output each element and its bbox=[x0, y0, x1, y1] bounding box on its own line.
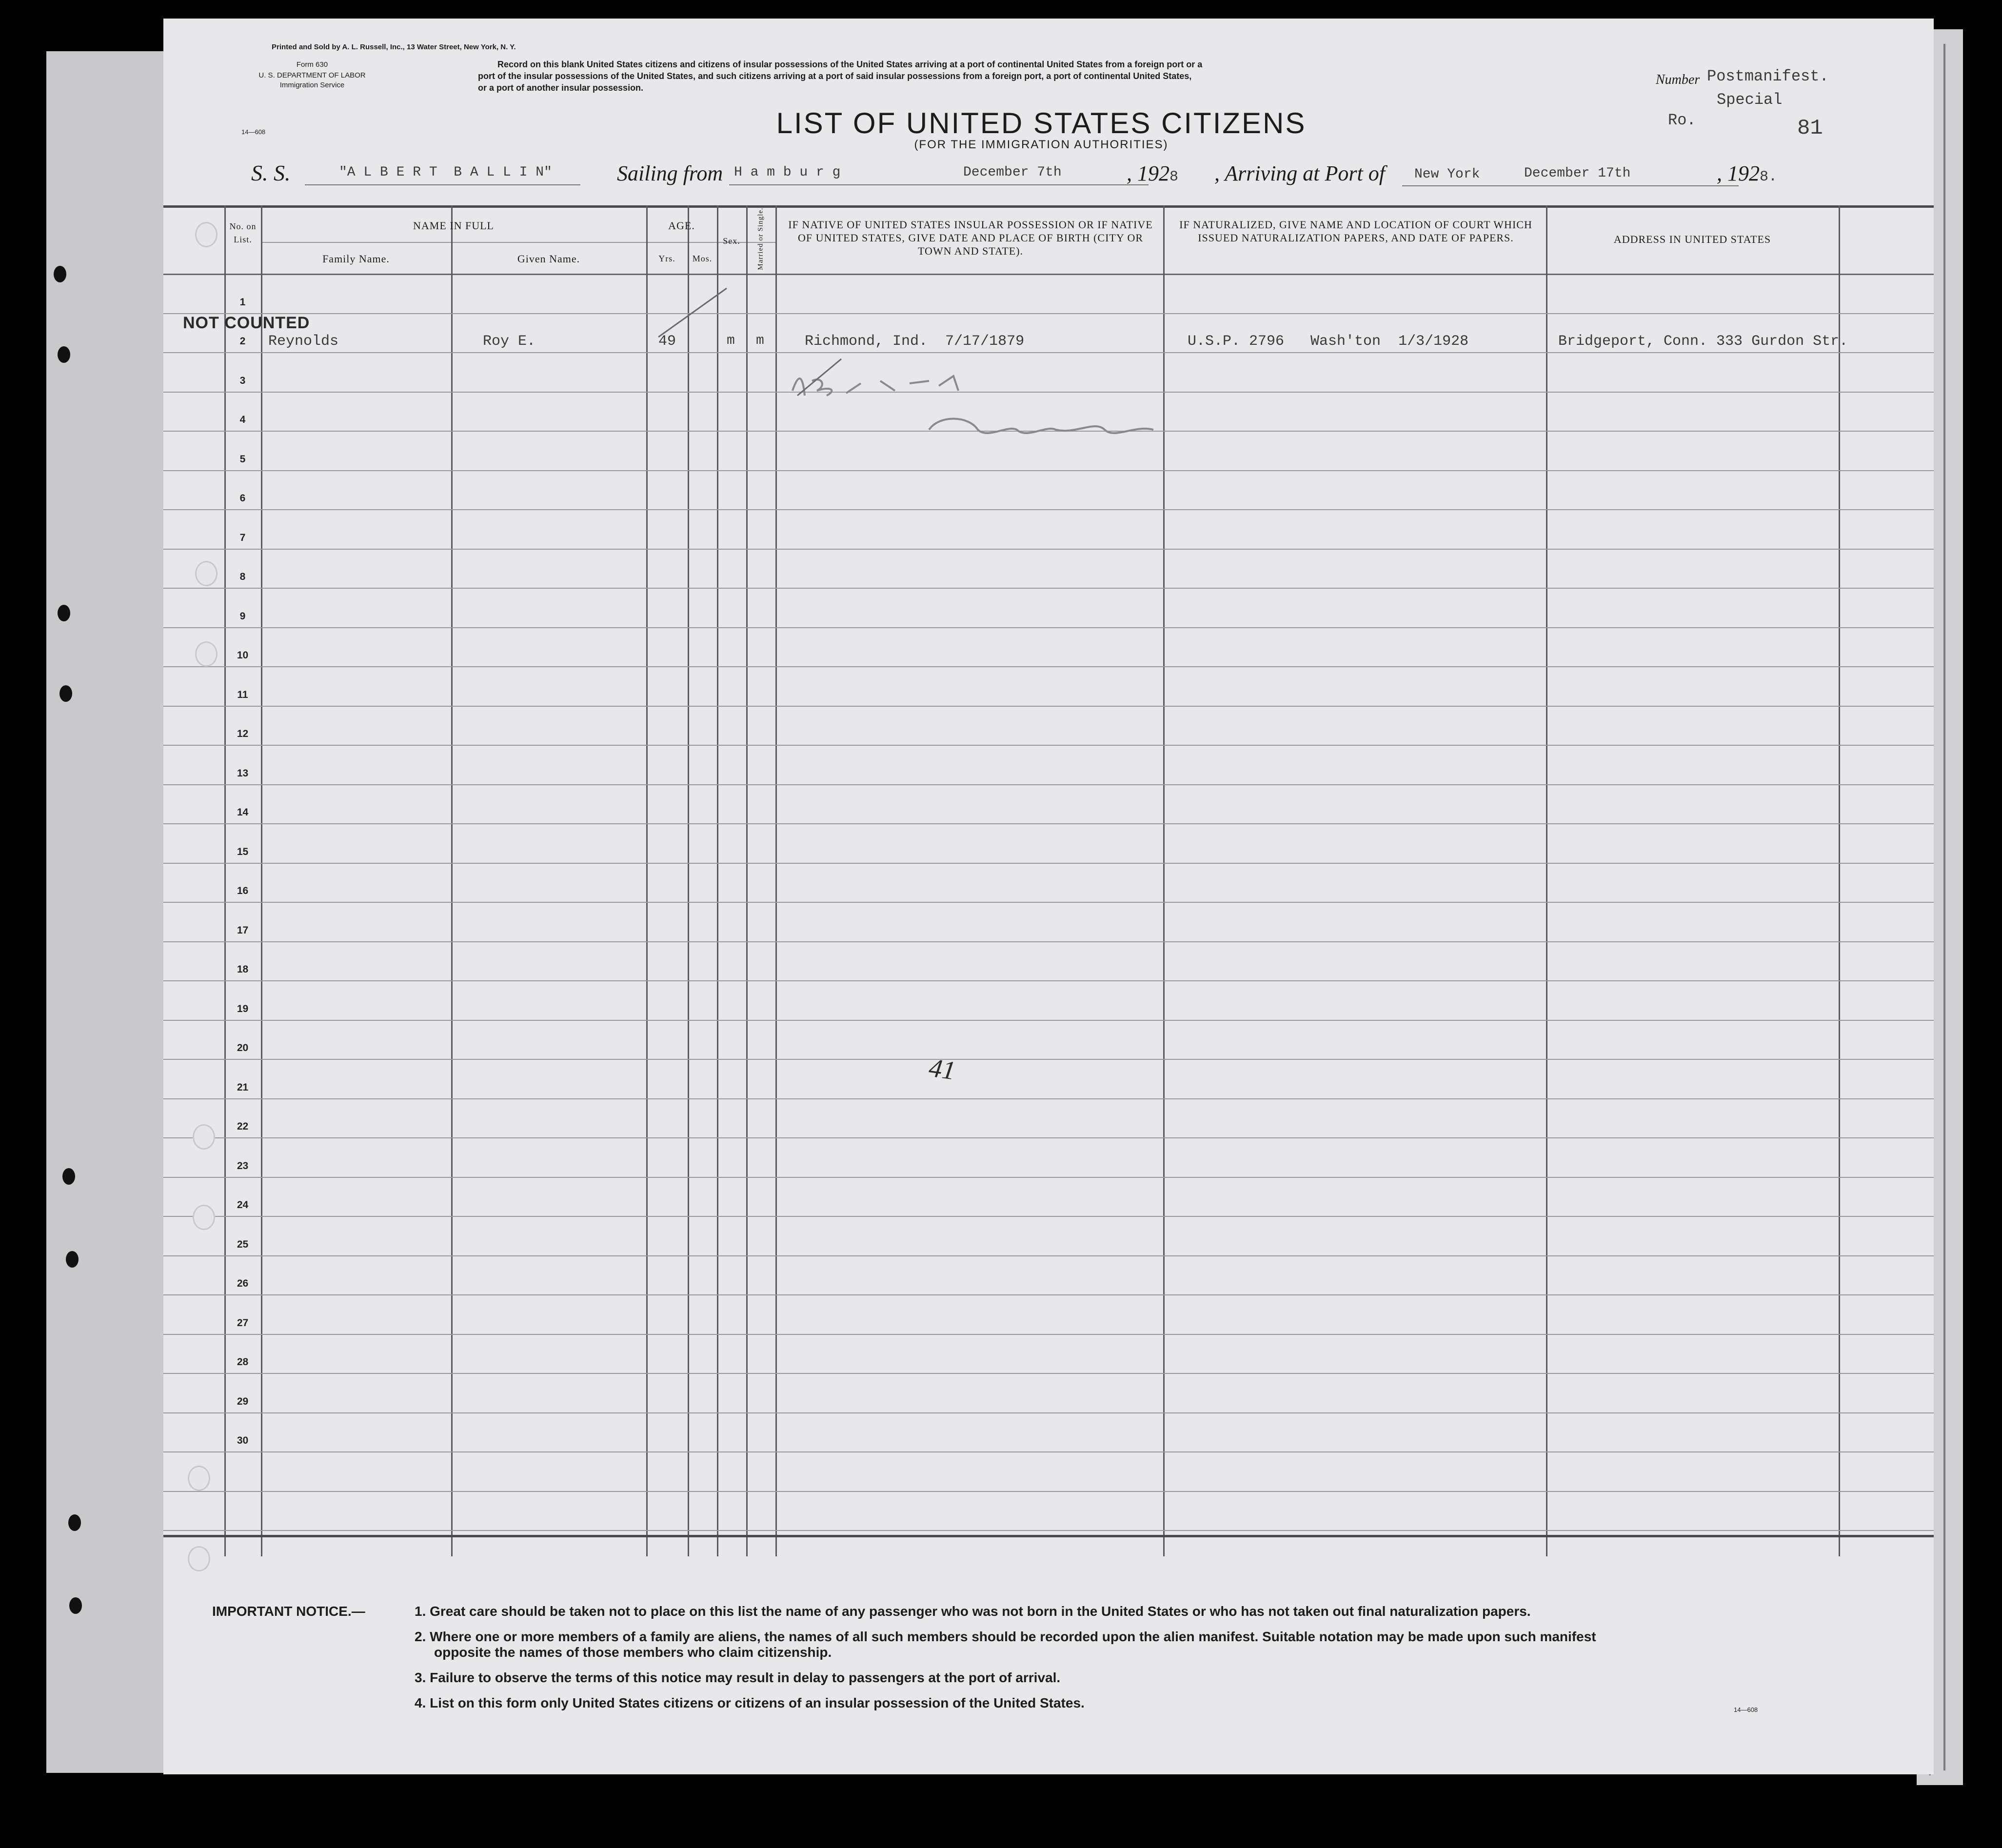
ship-name-underline bbox=[305, 184, 580, 185]
header-family-name: Family Name. bbox=[322, 253, 390, 265]
row-rule bbox=[163, 627, 1934, 628]
row-number: 17 bbox=[237, 924, 249, 936]
row-number: 16 bbox=[237, 885, 249, 896]
entry-marital: m bbox=[756, 333, 764, 348]
row-number: 19 bbox=[237, 1003, 249, 1014]
special-label: Special bbox=[1717, 91, 1783, 109]
header-married-single: Married or Single. bbox=[756, 207, 765, 270]
page-hole bbox=[193, 1124, 215, 1150]
from-port-underline bbox=[729, 184, 1149, 185]
row-number: 7 bbox=[239, 532, 246, 543]
row-number: 5 bbox=[239, 453, 246, 465]
binder-punch-hole bbox=[69, 1597, 82, 1614]
col-divider-birth bbox=[775, 205, 777, 1556]
notice-item-2-continued: opposite the names of those members who claim citizenship. bbox=[434, 1645, 832, 1660]
col-divider-mos bbox=[688, 205, 689, 1556]
header-address: ADDRESS IN UNITED STATES bbox=[1613, 233, 1771, 245]
sailing-label: Sailing from bbox=[617, 161, 723, 185]
ss-label: S. S. bbox=[251, 160, 291, 185]
entry-naturalization: U.S.P. 2796 Wash'ton 1/3/1928 bbox=[1188, 333, 1469, 350]
header-age: AGE. bbox=[668, 219, 695, 232]
header-age-mos: Mos. bbox=[692, 254, 713, 263]
header-sex: Sex. bbox=[723, 236, 740, 246]
name-subheader-rule bbox=[261, 242, 775, 243]
col-divider-given bbox=[451, 205, 453, 1556]
header-no-on-list: No. on List. bbox=[229, 221, 257, 244]
row-rule bbox=[163, 1451, 1934, 1452]
binder-punch-hole bbox=[58, 605, 70, 621]
row-rule bbox=[163, 1491, 1934, 1492]
row-rule bbox=[163, 784, 1934, 785]
header-bottom-rule bbox=[163, 274, 1934, 275]
handwritten-inspector-annotation bbox=[783, 357, 1222, 464]
row-rule bbox=[163, 313, 1934, 314]
row-number: 26 bbox=[237, 1278, 249, 1289]
footer-form-code: 14—608 bbox=[1734, 1706, 1758, 1713]
arrival-year-suffix: 8. bbox=[1760, 169, 1778, 185]
row-rule bbox=[163, 352, 1934, 353]
row-number: 28 bbox=[237, 1356, 249, 1368]
row-number: 12 bbox=[237, 728, 249, 739]
row-rule bbox=[163, 588, 1934, 589]
instructions-line-3: or a port of another insular possession. bbox=[478, 83, 644, 93]
manifest-page bbox=[163, 19, 1934, 1774]
binder-punch-hole bbox=[66, 1251, 79, 1268]
sailing-year bbox=[1127, 161, 1178, 186]
header-naturalized: IF NATURALIZED, GIVE NAME AND LOCATION OF COURT WHICH ISSUED NATURALIZATION PAPERS, AND DATE OF PAPERS. bbox=[1179, 219, 1532, 244]
row-number: 24 bbox=[237, 1199, 249, 1211]
row-rule bbox=[163, 666, 1934, 667]
sailing-year-suffix: 8 bbox=[1169, 169, 1179, 185]
header-given-name: Given Name. bbox=[517, 253, 580, 265]
entry-address: Bridgeport, Conn. 333 Gurdon Str. bbox=[1558, 333, 1848, 350]
row-number: 18 bbox=[237, 964, 249, 975]
instructions-line-1: Record on this blank United States citizens and citizens of insular possessions of the United States arriving at a port of continental United States from a foreign port or a bbox=[497, 60, 1203, 69]
header-name-in-full: NAME IN FULL bbox=[413, 219, 494, 232]
arrival-port: New York bbox=[1414, 167, 1480, 182]
row-rule bbox=[163, 1294, 1934, 1295]
notice-item-2: 2. Where one or more members of a family are aliens, the names of all such members should be recorded upon the alien manifest. Suitable notation may be made upon such manifest bbox=[415, 1629, 1596, 1644]
row-rule bbox=[163, 823, 1934, 824]
entry-given-name: Roy E. bbox=[483, 333, 536, 350]
arrival-date: December 17th bbox=[1524, 166, 1631, 181]
sailing-year-prefix: , 192 bbox=[1127, 161, 1169, 185]
row-number: 25 bbox=[237, 1238, 249, 1250]
col-divider-family bbox=[261, 205, 262, 1556]
page-hole bbox=[195, 222, 218, 247]
from-port: H a m b u r g bbox=[734, 165, 841, 180]
entry-age-years: 49 bbox=[658, 333, 676, 350]
arrival-year bbox=[1717, 161, 1777, 186]
row-number: 3 bbox=[239, 375, 246, 386]
row-number: 27 bbox=[237, 1317, 249, 1329]
row-rule bbox=[163, 1137, 1934, 1138]
binder-punch-hole bbox=[58, 346, 70, 363]
row-rule bbox=[163, 1373, 1934, 1374]
service-name: Immigration Service bbox=[279, 81, 345, 89]
row-rule bbox=[163, 1098, 1934, 1099]
col-divider-yrs bbox=[646, 205, 648, 1556]
header-age-yrs: Yrs. bbox=[658, 254, 675, 263]
row-rule bbox=[163, 1334, 1934, 1335]
row-rule bbox=[163, 1059, 1934, 1060]
col-divider-sex bbox=[717, 205, 718, 1556]
row-number: 14 bbox=[237, 807, 249, 818]
row-rule bbox=[163, 1177, 1934, 1178]
entry-birth: Richmond, Ind. 7/17/1879 bbox=[805, 333, 1025, 350]
ro-label: Ro. bbox=[1668, 111, 1696, 129]
page-title: LIST OF UNITED STATES CITIZENS bbox=[776, 107, 1307, 139]
printer-credit: Printed and Sold by A. L. Russell, Inc., 13 Water Street, New York, N. Y. bbox=[272, 43, 516, 51]
form-number: Form 630 bbox=[296, 60, 328, 69]
header-birth: IF NATIVE OF UNITED STATES INSULAR POSSESSION OR IF NATIVE OF UNITED STATES, GIVE DATE AND PLACE OF BIRTH (CITY OR TOWN AND STATE). bbox=[788, 219, 1153, 257]
page-hole bbox=[195, 561, 218, 586]
scan-page-edge-left bbox=[46, 51, 168, 1773]
arrival-date-underline bbox=[1519, 185, 1739, 186]
row-number: 23 bbox=[237, 1160, 249, 1172]
instructions bbox=[478, 59, 1775, 94]
row-rule bbox=[163, 509, 1934, 510]
row-rule bbox=[163, 745, 1934, 746]
number-value: Postmanifest. bbox=[1707, 67, 1829, 85]
row-number: 1 bbox=[239, 296, 246, 308]
number-label: Number bbox=[1656, 72, 1700, 87]
row-rule bbox=[163, 1412, 1934, 1413]
row-number: 13 bbox=[237, 767, 249, 779]
entry-family-name: Reynolds bbox=[268, 333, 339, 350]
citizens-ledger-table bbox=[163, 205, 1934, 1556]
row-number: 30 bbox=[237, 1435, 249, 1446]
row-rule bbox=[163, 706, 1934, 707]
col-divider-married bbox=[746, 205, 748, 1556]
row-number: 8 bbox=[239, 571, 246, 582]
row-rule bbox=[163, 902, 1934, 903]
row-rule bbox=[163, 1255, 1934, 1256]
pencil-check-mark bbox=[654, 283, 732, 342]
binder-punch-hole bbox=[68, 1514, 81, 1531]
row-number: 6 bbox=[239, 493, 246, 504]
row-number: 20 bbox=[237, 1042, 249, 1053]
page-hole bbox=[188, 1466, 210, 1491]
row-number: 29 bbox=[237, 1395, 249, 1407]
row-rule bbox=[163, 470, 1934, 471]
instructions-line-2: port of the insular possessions of the United States, and such citizens arriving at a port of said insular possessions from a foreign port, a port of continental United States, bbox=[478, 71, 1192, 81]
page-hole bbox=[195, 641, 218, 667]
row-number: 11 bbox=[237, 689, 248, 700]
row-rule bbox=[163, 863, 1934, 864]
handwritten-page-number: 41 bbox=[927, 1053, 957, 1086]
arriving-label: , Arriving at Port of bbox=[1214, 161, 1385, 185]
notice-item-3: 3. Failure to observe the terms of this notice may result in delay to passengers at the port of arrival. bbox=[415, 1670, 1061, 1685]
scan-page-edge-right-inner-2 bbox=[1943, 44, 1945, 1770]
department-name: U. S. DEPARTMENT OF LABOR bbox=[258, 71, 366, 79]
table-bottom-rule bbox=[163, 1535, 1934, 1537]
form-code: 14—608 bbox=[241, 128, 266, 136]
page-hole bbox=[188, 1546, 210, 1571]
row-number: 10 bbox=[237, 650, 249, 661]
binder-punch-hole bbox=[59, 685, 72, 702]
not-counted-stamp: NOT COUNTED bbox=[183, 314, 310, 332]
notice-label: IMPORTANT NOTICE.— bbox=[212, 1604, 365, 1619]
page-hole bbox=[193, 1205, 215, 1230]
col-divider-address bbox=[1546, 205, 1547, 1556]
notice-item-1: 1. Great care should be taken not to place on this list the name of any passenger who was not born in the United States or who has not taken out final naturalization papers. bbox=[415, 1604, 1531, 1619]
col-divider-end bbox=[1839, 205, 1840, 1556]
notice-item-4: 4. List on this form only United States citizens or citizens of an insular possession of the United States. bbox=[415, 1695, 1085, 1710]
row-rule bbox=[163, 1020, 1934, 1021]
row-rule bbox=[163, 980, 1934, 981]
col-divider-no bbox=[224, 205, 226, 1556]
list-number: 81 bbox=[1797, 116, 1823, 140]
row-number: 2 bbox=[239, 336, 246, 347]
row-number: 4 bbox=[239, 414, 246, 425]
sailing-date: December 7th bbox=[963, 165, 1062, 180]
row-rule bbox=[163, 941, 1934, 942]
row-number: 9 bbox=[239, 610, 246, 622]
table-top-rule bbox=[163, 205, 1934, 208]
ship-name: "A L B E R T B A L L I N" bbox=[339, 165, 552, 180]
binder-punch-hole bbox=[62, 1168, 75, 1185]
row-number: 21 bbox=[237, 1081, 249, 1093]
row-number: 15 bbox=[237, 846, 249, 857]
row-number: 22 bbox=[237, 1121, 249, 1132]
row-rule bbox=[163, 1530, 1934, 1531]
row-rule bbox=[163, 1216, 1934, 1217]
entry-sex: m bbox=[727, 333, 735, 348]
page-subtitle: (FOR THE IMMIGRATION AUTHORITIES) bbox=[914, 138, 1169, 151]
row-rule bbox=[163, 549, 1934, 550]
arrival-year-prefix: , 192 bbox=[1717, 161, 1760, 185]
binder-punch-hole bbox=[54, 266, 66, 282]
